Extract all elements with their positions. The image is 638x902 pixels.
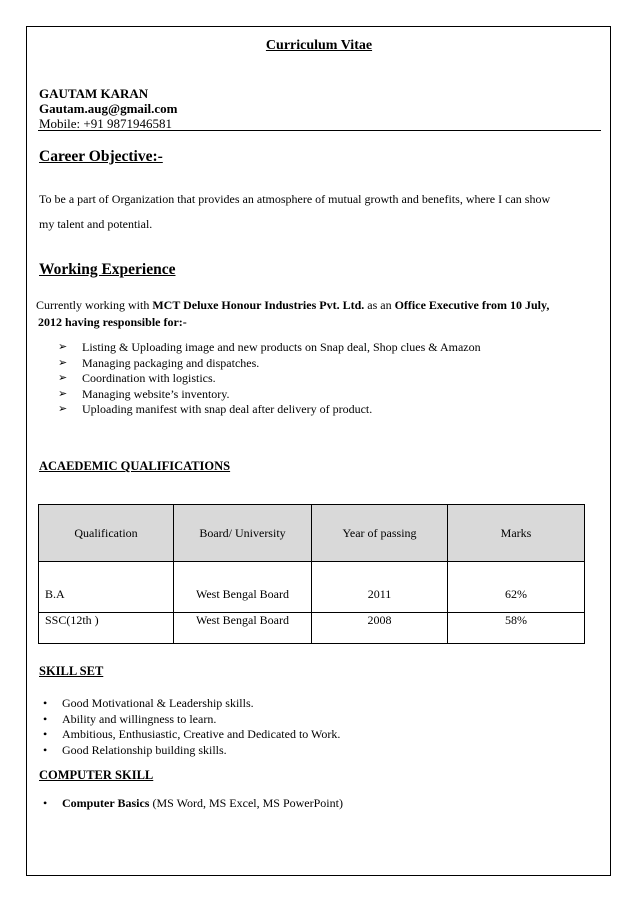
list-item: • Ambitious, Enthusiastic, Creative and Dedicated to Work. (43, 727, 341, 741)
computer-skill-detail: (MS Word, MS Excel, MS PowerPoint) (149, 796, 343, 810)
career-objective-text (39, 187, 603, 237)
list-item: • Good Relationship building skills. (43, 742, 227, 757)
intro-prefix: Currently working with (36, 298, 153, 312)
list-item (38, 796, 598, 812)
column-header-qualification: Qualification (39, 505, 174, 562)
table-row (39, 613, 585, 644)
column-header-year: Year of passing (312, 505, 448, 562)
computer-skill-label: Computer Basics (62, 796, 150, 810)
header-divider (38, 130, 601, 131)
candidate-email: Gautam.aug@gmail.com (39, 101, 178, 116)
company-name: MCT Deluxe Honour Industries Pvt. Ltd. (152, 298, 365, 312)
bullet-dot-icon: • (43, 711, 48, 726)
arrow-bullet-icon: ➢ (58, 356, 68, 369)
list-item: ➢ Coordination with logistics. (58, 371, 216, 385)
candidate-mobile: Mobile: +91 9871946581 (39, 116, 172, 131)
arrow-bullet-icon: ➢ (58, 341, 68, 353)
arrow-bullet-icon: ➢ (58, 403, 68, 415)
column-header-board: Board/ University (174, 505, 312, 562)
list-item: • Good Motivational & Leadership skills. (43, 696, 254, 710)
cell-board: West Bengal Board (174, 613, 312, 644)
working-experience-heading: Working Experience (39, 261, 176, 278)
arrow-bullet-icon: ➢ (58, 372, 68, 384)
intro-middle: as an (364, 298, 395, 312)
career-objective-line-2: my talent and potential. (39, 217, 153, 231)
career-objective-heading: Career Objective:- (39, 148, 163, 165)
experience-intro-line-2: 2012 having responsible for:- (38, 315, 187, 329)
list-item: ➢ Managing website’s inventory. (58, 386, 230, 401)
cell-qualification: SSC(12th ) (39, 613, 174, 644)
list-item: ➢ Managing packaging and dispatches. (58, 355, 260, 370)
qualifications-heading: ACAEDEMIC QUALIFICATIONS (39, 459, 231, 473)
cell-year: 2008 (312, 613, 448, 644)
table-row (39, 562, 585, 613)
skill-set-heading: SKILL SET (39, 664, 104, 678)
role-title: Office Executive from 10 July, (394, 298, 550, 312)
skills-list (38, 696, 598, 758)
arrow-bullet-icon: ➢ (58, 387, 68, 400)
table-header-row (39, 505, 585, 562)
career-objective-line-1: To be a part of Organization that provides an atmosphere of mutual growth and benefits, where I can show (39, 192, 551, 206)
list-item: ➢ Listing & Uploading image and new products on Snap deal, Shop clues & Amazon (58, 340, 481, 354)
computer-skills-list (38, 796, 598, 812)
cell-board: West Bengal Board (174, 562, 312, 613)
candidate-name: GAUTAM KARAN (39, 86, 149, 101)
cell-marks: 62% (448, 562, 585, 613)
qualifications-table (38, 504, 585, 644)
computer-skill-heading: COMPUTER SKILL (39, 768, 154, 782)
cell-qualification: B.A (39, 562, 174, 613)
experience-intro (36, 297, 602, 331)
bullet-dot-icon: • (43, 727, 48, 741)
list-item: ➢ Uploading manifest with snap deal after delivery of product. (58, 402, 373, 416)
cell-year: 2011 (312, 562, 448, 613)
experience-intro-line-1 (36, 297, 602, 314)
cell-marks: 58% (448, 613, 585, 644)
bullet-dot-icon: • (43, 696, 48, 710)
list-item: • Ability and willingness to learn. (43, 711, 217, 726)
duties-list (58, 340, 598, 418)
document-title: Curriculum Vitae (265, 38, 373, 53)
bullet-dot-icon: • (43, 796, 48, 810)
bullet-dot-icon: • (43, 742, 48, 757)
column-header-marks: Marks (448, 505, 585, 562)
